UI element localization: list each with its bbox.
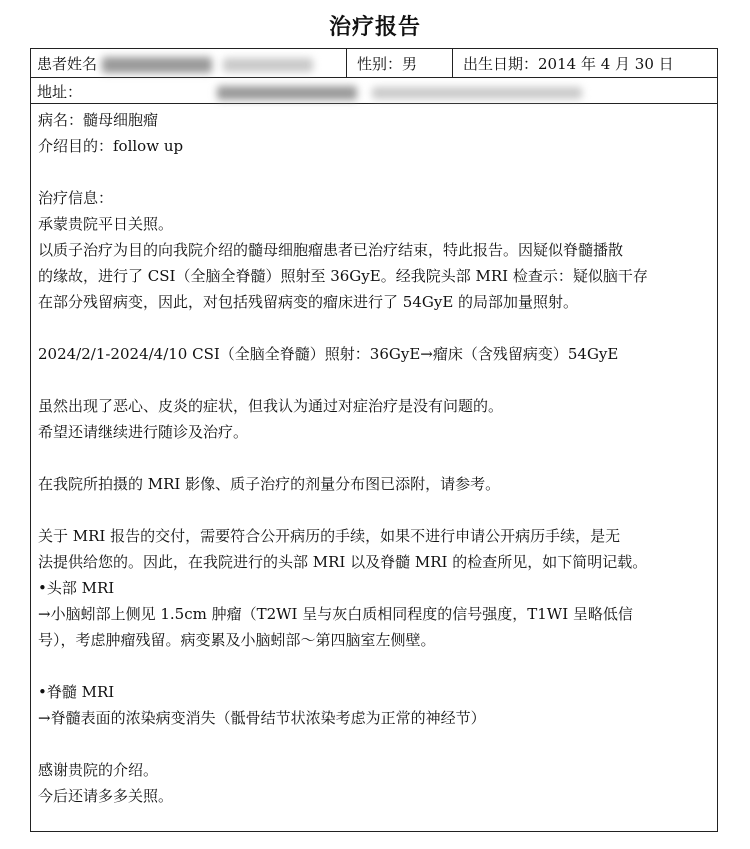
body-line: 治疗信息：: [38, 189, 114, 207]
body-line: 病名：髓母细胞瘤: [38, 111, 159, 129]
body-line: 法提供给您的。因此，在我院进行的头部 MRI 以及脊髓 MRI 的检查所见，如下简明记载。: [38, 553, 648, 571]
body-line: •脊髓 MRI: [38, 683, 115, 701]
patient-name-label: 患者姓名: [37, 55, 98, 73]
body-line: [38, 159, 714, 185]
redacted-address-extra: [372, 87, 582, 99]
body-line: 介绍目的：follow up: [38, 137, 184, 155]
address-row: [31, 77, 717, 104]
body-line: [38, 497, 714, 523]
redacted-name-extra: [223, 58, 313, 72]
body-line: [38, 445, 714, 471]
body-line: 感谢贵院的介绍。: [38, 761, 159, 779]
body-line: →脊髓表面的浓染病变消失（骶骨结节状浓染考虑为正常的神经节）: [38, 709, 486, 727]
patient-info-row: [31, 49, 717, 78]
body-line: 以质子治疗为目的向我院介绍的髓母细胞瘤患者已治疗结束，特此报告。因疑似脊髓播散: [38, 241, 624, 259]
report-body: [38, 107, 714, 809]
report-frame: [30, 48, 718, 832]
body-line: 承蒙贵院平日关照。: [38, 215, 174, 233]
body-line: [38, 315, 714, 341]
body-line: [38, 367, 714, 393]
patient-name-cell: [31, 49, 347, 77]
body-line: 关于 MRI 报告的交付，需要符合公开病历的手续，如果不进行申请公开病历手续，是无: [38, 527, 621, 545]
body-line: •头部 MRI: [38, 579, 115, 597]
body-line: 在我院所拍摄的 MRI 影像、质子治疗的剂量分布图已添附，请参考。: [38, 475, 501, 493]
body-line: 今后还请多多关照。: [38, 787, 174, 805]
address-label: 地址：: [37, 83, 83, 101]
body-line: 在部分残留病变，因此，对包括残留病变的瘤床进行了 54GyE 的局部加量照射。: [38, 293, 579, 311]
body-line: 号），考虑肿瘤残留。病变累及小脑蚓部～第四脑室左侧壁。: [38, 631, 436, 649]
body-line: 的缘故，进行了 CSI（全脑全脊髓）照射至 36GyE。经我院头部 MRI 检查示：疑似脑干存: [38, 267, 648, 285]
document-title: 治疗报告: [328, 15, 421, 40]
body-line: 希望还请继续进行随诊及治疗。: [38, 423, 249, 441]
body-line: [38, 731, 714, 757]
body-line: 2024/2/1-2024/4/10 CSI（全脑全脊髓）照射：36GyE→瘤床（含残留病变）54GyE: [38, 345, 619, 363]
redacted-address: [217, 86, 357, 100]
redacted-name: [102, 57, 212, 73]
address-cell: [31, 77, 717, 103]
body-line: 虽然出现了恶心、皮炎的症状，但我认为通过对症治疗是没有问题的。: [38, 397, 504, 415]
body-line: [38, 653, 714, 679]
body-line: →小脑蚓部上侧见 1.5cm 肿瘤（T2WI 呈与灰白质相同程度的信号强度，T1WI 呈略低信: [38, 605, 633, 623]
sex-cell: 性别：男: [347, 49, 453, 77]
dob-cell: 出生日期：2014 年 4 月 30 日: [463, 55, 674, 73]
